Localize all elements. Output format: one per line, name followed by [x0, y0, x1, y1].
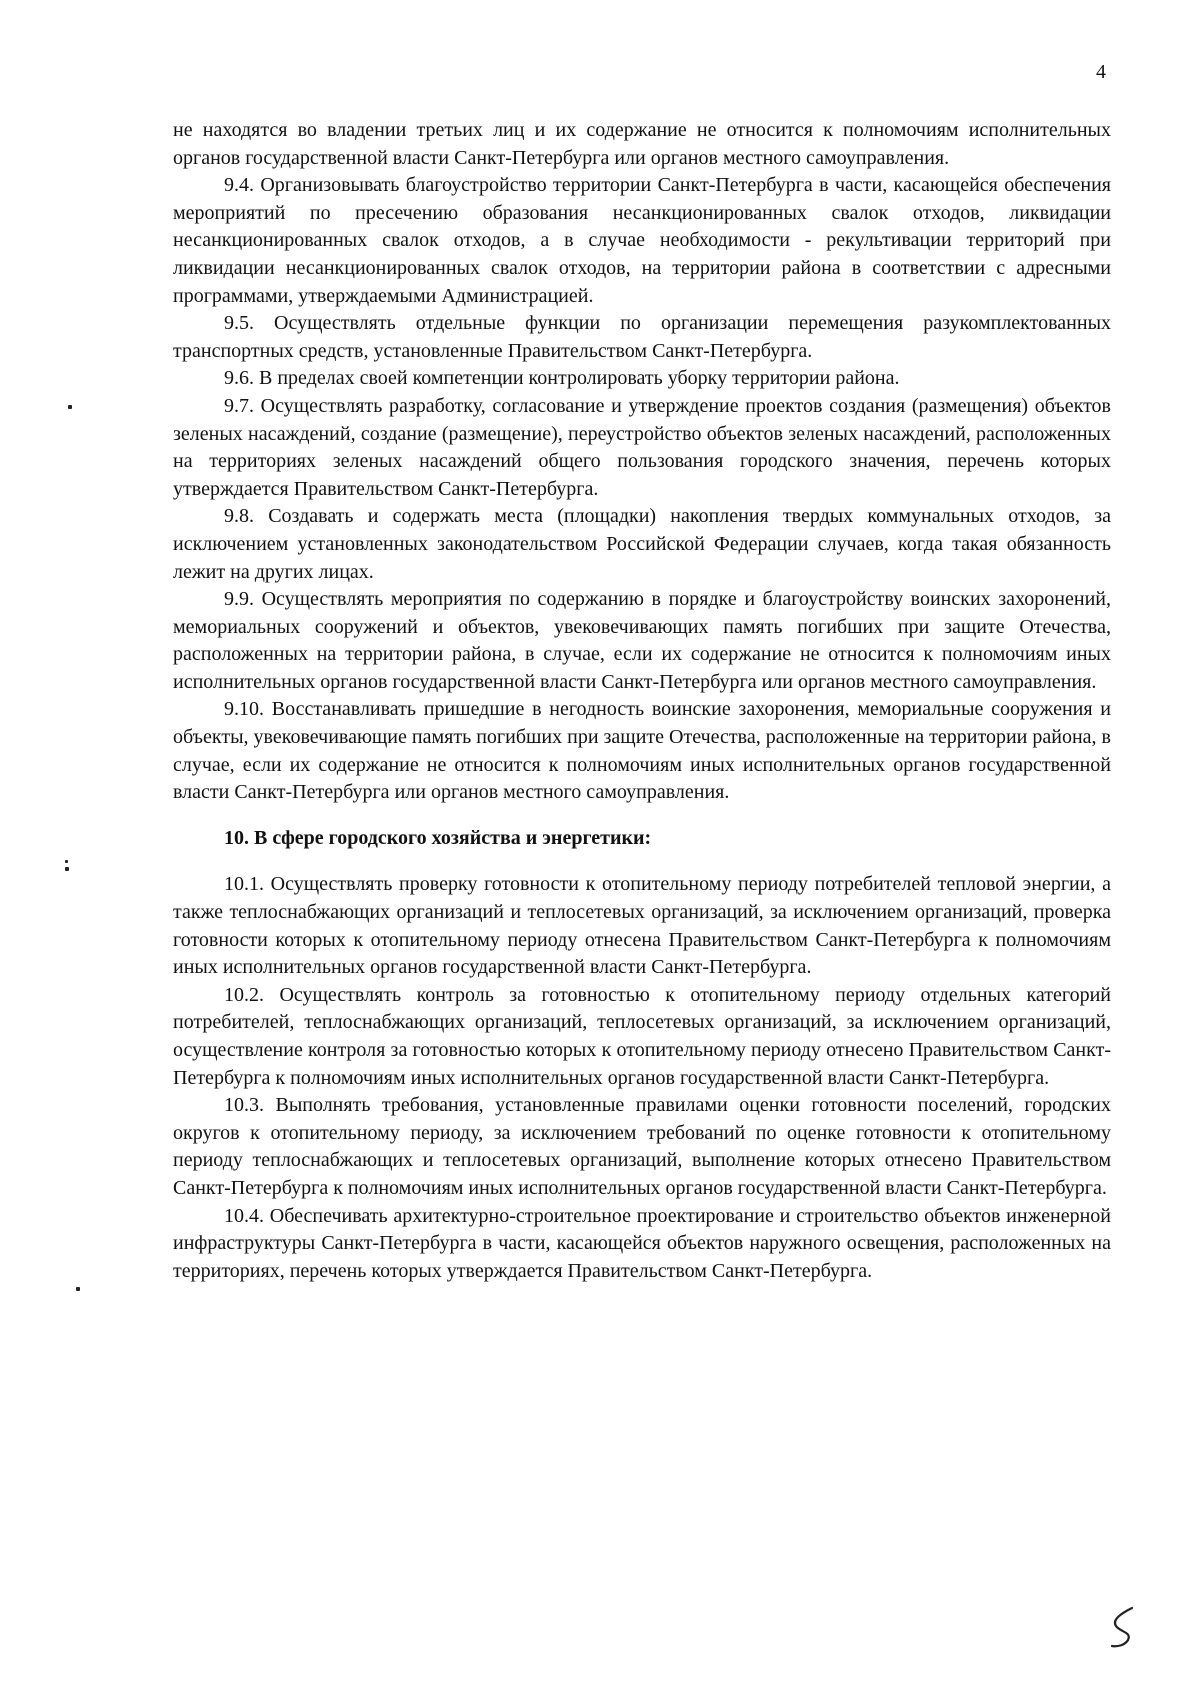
- document-body: [173, 117, 1111, 1285]
- paragraph-9-10: 9.10. Восстанавливать пришедшие в негодность воинские захоронения, мемориальные сооружения и объекты, увековечивающие память погибших при защите Отечества, расположенные на территории района, в случае, если их содержание не относится к полномочиям иных исполнительных органов государственной власти Санкт-Петербурга или органов местного самоуправления.: [173, 698, 1111, 804]
- paragraph-9-8: 9.8. Создавать и содержать места (площадки) накопления твердых коммунальных отходов, за исключением установленных законодательством Российской Федерации случаев, когда такая обязанность лежит на других лицах.: [173, 505, 1111, 583]
- paragraph-9-9: 9.9. Осуществлять мероприятия по содержанию в порядке и благоустройству воинских захоронений, мемориальных сооружений и объектов, увековечивающих память погибших при защите Отечества, расположенных на территории района, в случае, если их содержание не относится к полномочиям иных исполнительных органов государственной власти Санкт-Петербурга или органов местного самоуправления.: [173, 588, 1111, 693]
- paragraph-10-4: 10.4. Обеспечивать архитектурно-строительное проектирование и строительство объектов инженерной инфраструктуры Санкт-Петербурга в части, касающейся объектов наружного освещения, расположенных на территориях, перечень которых утверждается Правительством Санкт-Петербурга.: [173, 1204, 1111, 1282]
- paragraph-9-7: 9.7. Осуществлять разработку, согласование и утверждение проектов создания (размещения) объектов зеленых насаждений, создание (размещение), переустройство объектов зеленых насаждений, расположенных на территориях зеленых насаждений общего пользования городского значения, перечень которых утверждается Правительством Санкт-Петербурга.: [173, 394, 1111, 500]
- handwritten-initial-mark: [1102, 1604, 1142, 1650]
- paragraph-9-6: 9.6. В пределах своей компетенции контролировать уборку территории района.: [224, 367, 900, 390]
- paragraph-10-3: 10.3. Выполнять требования, установленные правилами оценки готовности поселений, городских округов к отопительному периоду, за исключением требований по оценке готовности к отопительному периоду теплоснабжающих и теплосетевых организаций, выполнение которых отнесено Правительством Санкт-Петербурга к полномочиям иных исполнительных органов государственной власти Санкт-Петербурга.: [173, 1094, 1111, 1199]
- scan-speck: [68, 405, 72, 409]
- scan-speck: [65, 867, 69, 871]
- scan-speck: [76, 1287, 80, 1291]
- paragraph-9-5: 9.5. Осуществлять отдельные функции по организации перемещения разукомплектованных транспортных средств, установленные Правительством Санкт-Петербурга.: [173, 312, 1111, 362]
- section-heading: 10. В сфере городского хозяйства и энергетики:: [224, 826, 652, 849]
- page-number: 4: [1096, 61, 1106, 83]
- scan-speck: [65, 860, 68, 863]
- paragraph-9-4: 9.4. Организовывать благоустройство территории Санкт-Петербурга в части, касающейся обеспечения мероприятий по пресечению образования несанкционированных свалок отходов, ликвидации несанкционированных свалок отходов, а в случае необходимости - рекультивации территорий при ликвидации несанкционированных свалок отходов, на территории района в соответствии с адресными программами, утверждаемыми Администрацией.: [173, 174, 1111, 307]
- paragraph-10-1: 10.1. Осуществлять проверку готовности к отопительному периоду потребителей тепловой энергии, а также теплоснабжающих организаций и теплосетевых организаций, за исключением организаций, проверка готовности которых к отопительному периоду отнесена Правительством Санкт-Петербурга к полномочиям иных исполнительных органов государственной власти Санкт-Петербурга.: [173, 873, 1111, 979]
- paragraph-10-2: 10.2. Осуществлять контроль за готовностью к отопительному периоду отдельных категорий потребителей, теплоснабжающих организаций, теплосетевых организаций, за исключением организаций, осуществление контроля за готовностью которых к отопительному периоду отнесено Правительством Санкт-Петербурга к полномочиям иных исполнительных органов государственной власти Санкт-Петербурга.: [173, 983, 1111, 1089]
- paragraph-continued: не находятся во владении третьих лиц и их содержание не относится к полномочиям исполнительных органов государственной власти Санкт-Петербурга или органов местного самоуправления.: [173, 119, 1111, 169]
